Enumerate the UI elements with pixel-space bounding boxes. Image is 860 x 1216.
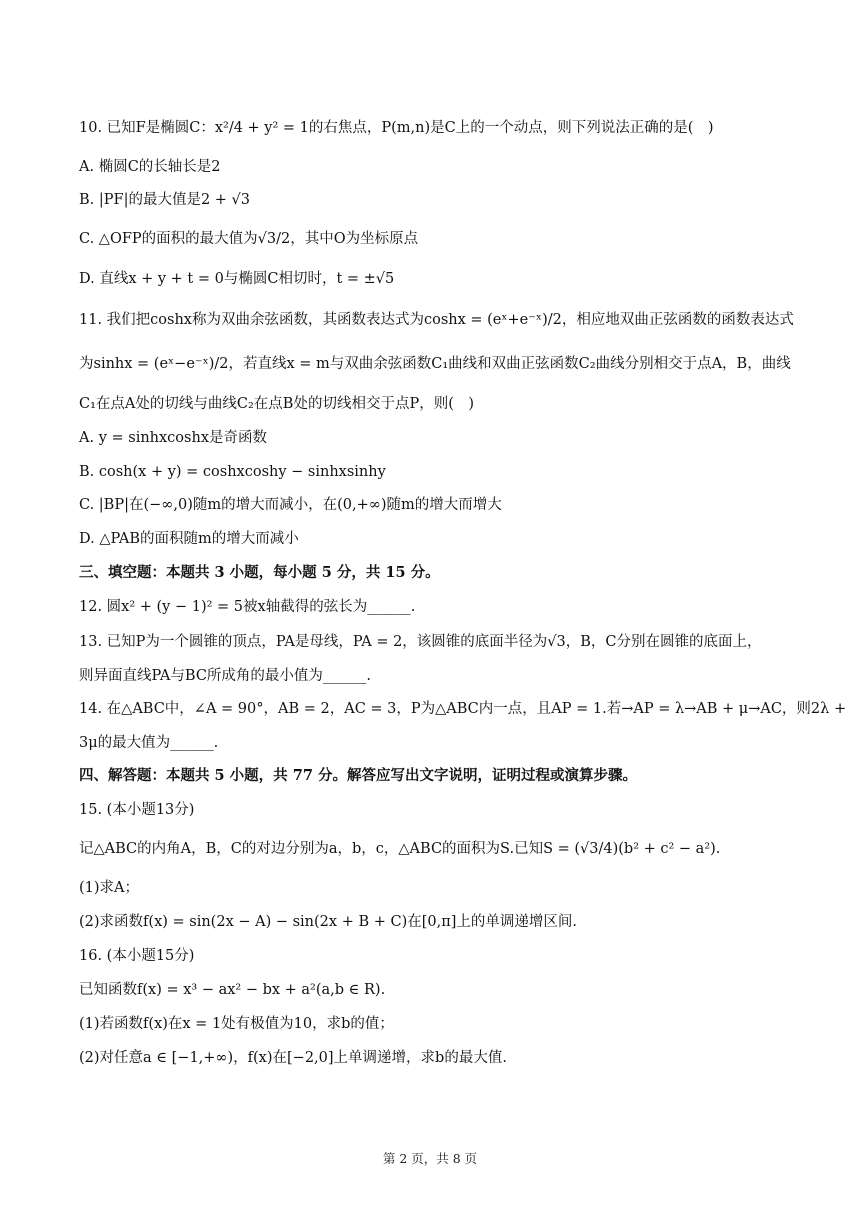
q11-stem-line3: C₁在点A处的切线与曲线C₂在点B处的切线相交于点P，则( ) — [79, 396, 475, 412]
q16-stem: 已知函数f(x) = x³ − ax² − bx + a²(a,b ∈ R). — [79, 982, 386, 998]
q11-option-c: C. |BP|在(−∞,0)随m的增大而减小，在(0,+∞)随m的增大而增大 — [79, 497, 502, 513]
page-footer: 第 2 页，共 8 页 — [382, 1151, 478, 1166]
q13-text-line2: 则异面直线PA与BC所成角的最小值为______. — [79, 668, 372, 684]
q11-option-b: B. cosh(x + y) = coshxcoshy − sinhxsinhy — [79, 464, 386, 480]
q14-text-line1: 14. 在△ABC中，∠A = 90°，AB = 2，AC = 3，P为△ABC内一点，且AP = 1.若→AP = λ→AB + μ→AC，则2λ + — [79, 701, 847, 717]
q11-stem-line1: 11. 我们把coshx称为双曲余弦函数，其函数表达式为coshx = (eˣ+e⁻ˣ)/2，相应地双曲正弦函数的函数表达式 — [79, 312, 794, 328]
section-four-heading: 四、解答题：本题共 5 小题，共 77 分。解答应写出文字说明，证明过程或演算步骤。 — [79, 767, 637, 784]
q10-stem: 10. 已知F是椭圆C：x²/4 + y² = 1的右焦点，P(m,n)是C上的一个动点，则下列说法正确的是( ) — [79, 120, 714, 136]
q10-option-d: D. 直线x + y + t = 0与椭圆C相切时，t = ±√5 — [79, 271, 395, 287]
q12-text: 12. 圆x² + (y − 1)² = 5被x轴截得的弦长为______. — [79, 599, 416, 615]
q13-text-line1: 13. 已知P为一个圆锥的顶点，PA是母线，PA = 2，该圆锥的底面半径为√3，B，C分别在圆锥的底面上， — [79, 634, 762, 650]
q10-option-a: A. 椭圆C的长轴长是2 — [79, 159, 221, 175]
q15-stem: 记△ABC的内角A，B，C的对边分别为a，b，c，△ABC的面积为S.已知S = (√3/4)(b² + c² − a²). — [79, 841, 721, 857]
section-three-heading: 三、填空题：本题共 3 小题，每小题 5 分，共 15 分。 — [79, 564, 440, 581]
q10-option-c: C. △OFP的面积的最大值为√3/2，其中O为坐标原点 — [79, 231, 419, 247]
q11-option-a: A. y = sinhxcoshx是奇函数 — [79, 430, 267, 446]
q16-part2: (2)对任意a ∈ [−1,+∞)，f(x)在[−2,0]上单调递增，求b的最大值. — [79, 1050, 507, 1066]
q11-stem-line2: 为sinhx = (eˣ−e⁻ˣ)/2，若直线x = m与双曲余弦函数C₁曲线和双曲正弦函数C₂曲线分别相交于点A，B，曲线 — [79, 356, 791, 372]
q11-option-d: D. △PAB的面积随m的增大而减小 — [79, 531, 299, 547]
q15-part1: (1)求A； — [79, 880, 140, 896]
q16-title: 16. (本小题15分) — [79, 948, 195, 964]
q15-part2: (2)求函数f(x) = sin(2x − A) − sin(2x + B + C)在[0,π]上的单调递增区间. — [79, 914, 578, 930]
q15-title: 15. (本小题13分) — [79, 802, 195, 818]
q14-text-line2: 3μ的最大值为______. — [79, 735, 219, 751]
q16-part1: (1)若函数f(x)在x = 1处有极值为10，求b的值； — [79, 1016, 394, 1032]
q10-option-b: B. |PF|的最大值是2 + √3 — [79, 192, 251, 208]
